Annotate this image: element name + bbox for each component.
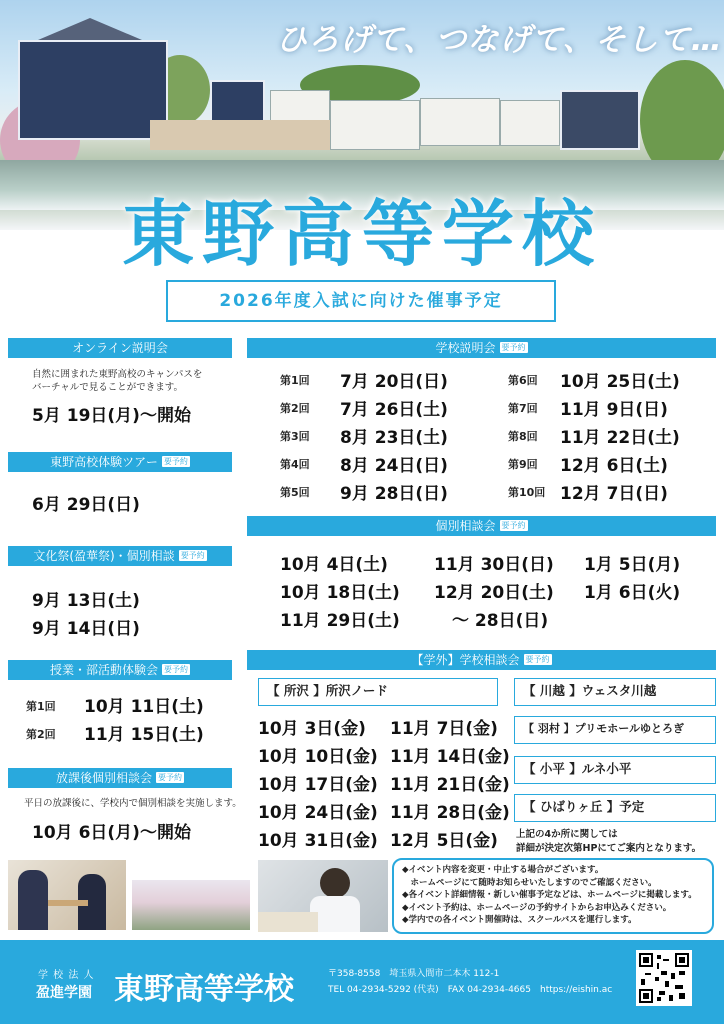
individual-title: 個別相談会 [435,519,496,533]
class-exp-date-2: 11月 15日(土) [84,725,204,745]
footer-school-name: 東野高等学校 [114,972,294,1007]
notice-line-4: ◆イベント予約は、ホームページの予約サイトからお申込みください。 [402,902,672,913]
outside-date-9: 11月 28日(金) [390,803,510,823]
festival-date-1: 9月 13日(土) [32,591,140,611]
individual-date-2: 10月 18日(土) [280,583,400,603]
notice-line-1: ◆イベント内容を変更・中止する場合がございます。 [402,865,604,875]
reservation-badge: 要予約 [163,457,188,466]
venue-hibarigaoka: 【 ひばりヶ丘 】予定 [514,794,716,822]
notice-line-2: ホームページにて随時お知らせいたしますのでご確認ください。 [402,877,657,888]
students-photo [8,860,126,930]
info-round-2: 第2回 [280,402,310,415]
outside-date-10: 12月 5日(金) [390,831,498,851]
footer [0,940,724,1024]
info-round-9: 第9回 [508,458,538,471]
footer-corp-line1: 学 校 法 人 [38,970,95,981]
info-date-4: 8月 24日(日) [340,456,448,476]
reservation-badge: 要予約 [180,551,205,560]
outside-note-1: 上記の4か所に関しては [516,829,618,840]
event-subtitle: 2026年度入試に向けた催事予定 [166,280,556,322]
info-date-3: 8月 23日(土) [340,428,448,448]
individual-date-8: 1月 6日(火) [584,583,681,603]
online-section-bar [8,338,232,358]
info-round-1: 第1回 [280,374,310,387]
info-session-title: 学校説明会 [435,341,496,355]
info-date-9: 12月 6日(土) [560,456,668,476]
info-round-6: 第6回 [508,374,538,387]
festival-date-2: 9月 14日(日) [32,619,140,639]
reservation-badge: 要予約 [501,521,526,530]
footer-contact: TEL 04-2934-5292 (代表) FAX 04-2934-4665 https://eishin.ac [328,985,613,995]
qr-code[interactable] [636,950,692,1006]
notice-box [392,858,714,934]
after-school-title: 放課後個別相談会 [55,771,152,785]
after-school-section-bar [8,768,232,788]
info-session-bar [247,338,716,358]
info-round-3: 第3回 [280,430,310,443]
tagline: ひろげて、つなげて、そして… [276,22,723,58]
qr-code-icon [639,953,689,1003]
outside-date-8: 11月 21日(金) [390,775,510,795]
campus-cherry-photo [132,880,250,930]
outside-title: 【学外】学校相談会 [411,653,520,667]
individual-date-7: 1月 5日(月) [584,555,681,575]
venue-kodaira: 【 小平 】ルネ小平 [514,756,716,784]
venue-kawagoe: 【 川越 】ウェスタ川越 [514,678,716,706]
notice-line-5: ◆学内での各イベント開催時は、スクールバスを運行します。 [402,915,637,925]
info-date-5: 9月 28日(日) [340,484,448,504]
tour-title: 東野高校体験ツアー [50,455,158,469]
info-date-8: 11月 22日(土) [560,428,680,448]
individual-date-1: 10月 4日(土) [280,555,388,575]
info-round-10: 第10回 [508,486,546,499]
venue-hamura: 【 羽村 】プリモホールゆとろぎ [514,716,716,744]
reservation-badge: 要予約 [158,773,182,782]
tour-date: 6月 29日(日) [32,495,140,515]
info-round-4: 第4回 [280,458,310,471]
online-desc-1: 自然に囲まれた東野高校のキャンパスを [32,369,203,380]
individual-date-5: 12月 20日(土) [434,583,554,603]
info-date-10: 12月 7日(日) [560,484,668,504]
info-date-2: 7月 26日(土) [340,400,448,420]
info-round-8: 第8回 [508,430,538,443]
outside-bar [247,650,716,670]
reservation-badge: 要予約 [501,343,526,352]
outside-date-1: 10月 3日(金) [258,719,366,739]
individual-date-6: 〜 28日(日) [452,611,549,631]
reservation-badge: 要予約 [164,665,188,674]
tour-section-bar [8,452,232,472]
individual-date-4: 11月 30日(日) [434,555,554,575]
info-date-1: 7月 20日(日) [340,372,448,392]
outside-date-3: 10月 17日(金) [258,775,378,795]
after-school-date: 10月 6日(月)〜開始 [32,823,191,843]
info-date-6: 10月 25日(土) [560,372,680,392]
footer-corp-line2: 盈進学園 [36,985,92,1001]
outside-note-2: 詳細が決定次第HPにてご案内となります。 [516,843,702,854]
class-exp-title: 授業・部活動体験会 [49,663,158,677]
class-exp-section-bar [8,660,232,680]
reservation-badge: 要予約 [525,655,550,664]
info-round-7: 第7回 [508,402,538,415]
online-date: 5月 19日(月)〜開始 [32,406,191,426]
online-title: オンライン説明会 [72,341,168,355]
school-title: 東野高等学校 [121,192,602,276]
outside-date-5: 10月 31日(金) [258,831,378,851]
outside-date-6: 11月 7日(金) [390,719,498,739]
festival-title: 文化祭(盈華祭)・個別相談 [33,549,175,563]
info-date-7: 11月 9日(日) [560,400,668,420]
individual-bar [247,516,716,536]
outside-date-7: 11月 14日(金) [390,747,510,767]
info-round-5: 第5回 [280,486,310,499]
footer-address: 〒358-8558 埼玉県入間市二本木 112-1 [328,969,500,979]
outside-date-4: 10月 24日(金) [258,803,378,823]
class-exp-round-2: 第2回 [26,728,56,741]
class-exp-date-1: 10月 11日(土) [84,697,204,717]
venue-tokorozawa: 【 所沢 】所沢ノード [258,678,498,706]
outside-date-2: 10月 10日(金) [258,747,378,767]
individual-date-3: 11月 29日(土) [280,611,400,631]
after-school-desc: 平日の放課後に、学校内で個別相談を実施します。 [24,798,242,809]
class-exp-round-1: 第1回 [26,700,56,713]
festival-section-bar [8,546,232,566]
teacher-photo [258,860,388,932]
notice-line-3: ◆各イベント詳細情報・新しい催事予定などは、ホームページに掲載します。 [402,890,697,900]
online-desc-2: バーチャルで見ることができます。 [32,382,183,393]
